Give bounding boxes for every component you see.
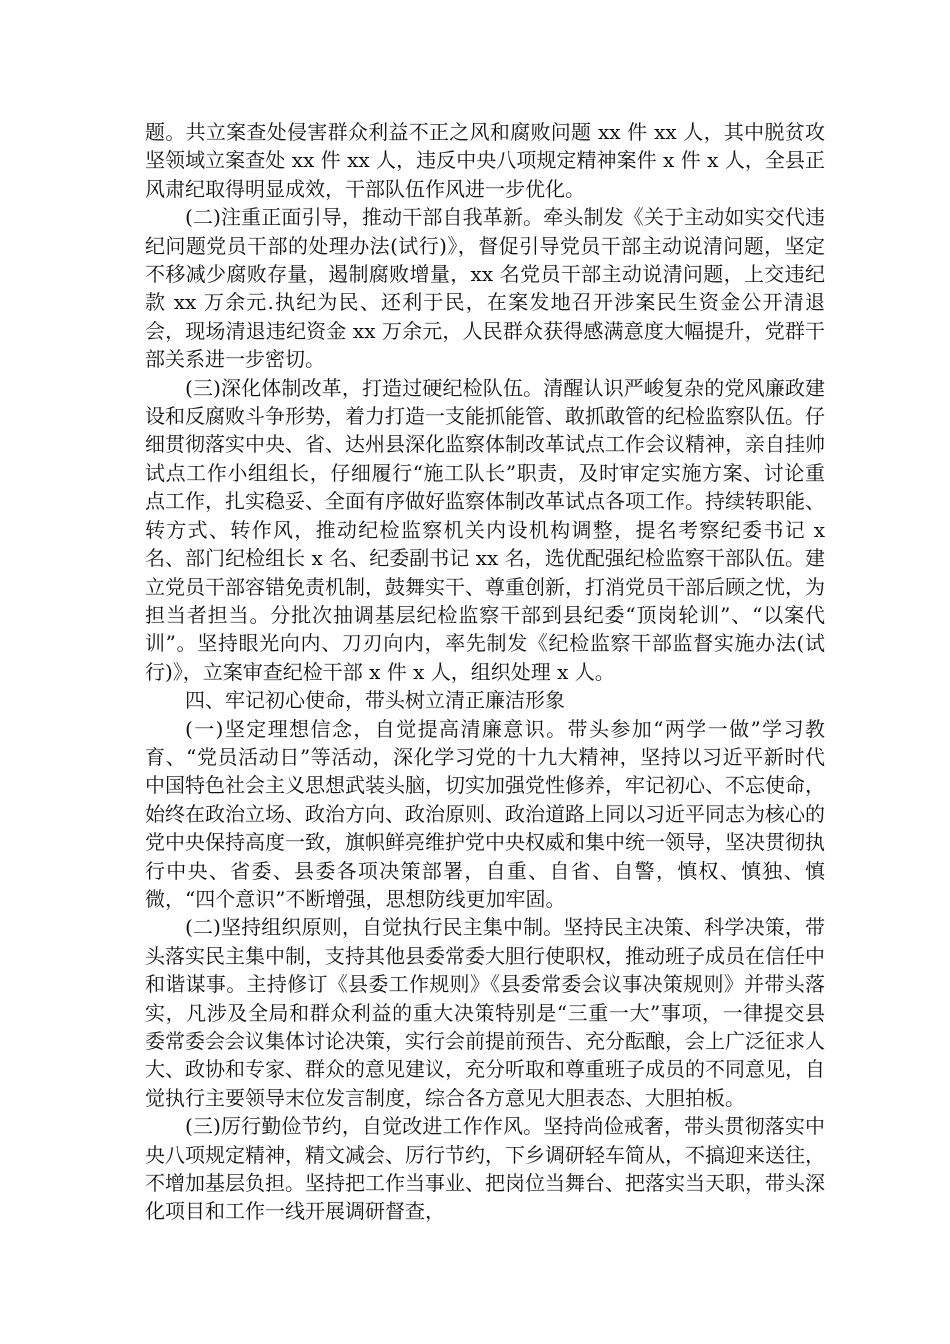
- paragraph-positive-guidance: (二)注重正面引导，推动干部自我革新。牵头制发《关于主动如实交代违纪问题党员干部的处理办法(试行)》，督促引导党员干部主动说清问题，坚定不移减少腐败存量，遏制腐败增量，xx 名党员干部主动说清问题，上交违纪款 xx 万余元.执纪为民、还利于民，在案发地召开涉案民生资金公开清退会，现场清退违纪资金 xx 万余元，人民群众获得感满意度大幅提升，党群干部关系进一步密切。: [145, 205, 825, 372]
- paragraph-ideals-beliefs: (一)坚定理想信念，自觉提高清廉意识。带头参加“两学一做”学习教育、“党员活动日”等活动，深化学习党的十九大精神，坚持以习近平新时代中国特色社会主义思想武装头脑，切实加强党性修养，牢记初心、不忘使命，始终在政治立场、政治方向、政治原则、政治道路上同以习近平同志为核心的党中央保持高度一致，旗帜鲜亮维护党中央权威和集中统一领导，坚决贯彻执行中央、省委、县委各项决策部署，自重、自省、自警，慎权、慎独、慎微，“四个意识”不断增强，思想防线更加牢固。: [145, 716, 825, 911]
- paragraph-system-reform: (三)深化体制改革，打造过硬纪检队伍。清醒认识严峻复杂的党风廉政建设和反腐败斗争形势，着力打造一支能抓能管、敢抓敢管的纪检监察队伍。仔细贯彻落实中央、省、达州县深化监察体制改革试点工作会议精神，亲自挂帅试点工作小组组长，仔细履行“施工队长”职责，及时审定实施方案、讨论重点工作，扎实稳妥、全面有序做好监察体制改革试点各项工作。持续转职能、转方式、转作风，推动纪检监察机关内设机构调整，提名考察纪委书记 x 名、部门纪检组长 x 名、纪委副书记 xx 名，选优配强纪检监察干部队伍。建立党员干部容错免责机制，鼓舞实干、尊重创新，打消党员干部后顾之忧，为担当者担当。分批次抽调基层纪检监察干部到县纪委“顶岗轮训”、“以案代训”。坚持眼光向内、刀刃向内，率先制发《纪检监察干部监督实施办法(试行)》，立案审查纪检干部 x 件 x 人，组织处理 x 人。: [145, 375, 825, 684]
- section-heading-four: 四、牢记初心使命，带头树立清正廉洁形象: [185, 688, 565, 713]
- paragraph-thrift: (三)厉行勤俭节约，自觉改进工作作风。坚持尚俭戒奢，带头贯彻落实中央八项规定精神，精文减会、厉行节约，下乡调研轻车简从，不搞迎来送往，不增加基层负担。坚持把工作当事业、把岗位当舞台、把落实当天职，带头深化项目和工作一线开展调研督查，: [145, 1114, 825, 1224]
- paragraph-continuation: 题。共立案查处侵害群众利益不正之风和腐败问题 xx 件 xx 人，其中脱贫攻坚领域立案查处 xx 件 xx 人，违反中央八项规定精神案件 x 件 x 人，全县正风肃纪取得明显成效，干部队伍作风进一步优化。: [145, 120, 825, 201]
- paragraph-democratic-centralism: (二)坚持组织原则，自觉执行民主集中制。坚持民主决策、科学决策，带头落实民主集中制，支持其他县委常委大胆行使职权，推动班子成员在信任中和谐谋事。主持修订《县委工作规则》《县委常委会议事决策规则》并带头落实，凡涉及全局和群众利益的重大决策特别是“三重一大”事项，一律提交县委常委会会议集体讨论决策，实行会前提前预告、充分酝酿，会上广泛征求人大、政协和专家、群众的意见建议，充分听取和尊重班子成员的不同意见，自觉执行主要领导末位发言制度，综合各方意见大胆表态、大胆拍板。: [145, 915, 825, 1110]
- document-page: [145, 118, 825, 1226]
